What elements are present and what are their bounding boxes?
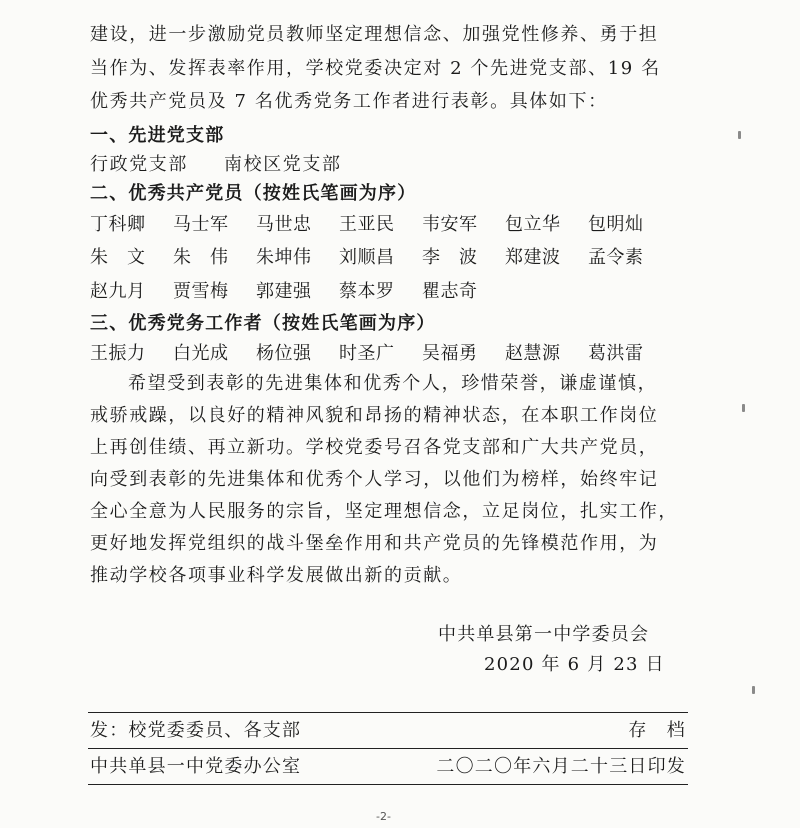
member-name: 丁科卿	[90, 214, 146, 235]
member-name: 瞿志奇	[422, 281, 478, 302]
member-name: 朱坤伟	[256, 247, 312, 268]
page-number: -2-	[376, 810, 391, 823]
intro-line: 建设，进一步激励党员教师坚定理想信念、加强党性修养、勇于担	[90, 24, 659, 45]
member-name: 赵九月	[90, 281, 146, 302]
member-name: 包明灿	[588, 214, 644, 235]
body-line: 向受到表彰的先进集体和优秀个人学习，以他们为榜样，始终牢记	[90, 469, 659, 490]
member-row	[90, 245, 730, 271]
worker-name: 时圣广	[339, 343, 395, 364]
member-row	[90, 279, 730, 305]
worker-name: 赵慧源	[505, 343, 561, 364]
section1-title: 一、先进党支部	[90, 125, 225, 146]
branch-name: 行政党支部	[90, 154, 188, 175]
member-name: 蔡本罗	[339, 281, 395, 302]
member-name: 郑建波	[505, 247, 561, 268]
body-line: 推动学校各项事业科学发展做出新的贡献。	[90, 565, 463, 586]
worker-name: 王振力	[90, 343, 146, 364]
member-name: 韦安军	[422, 214, 478, 235]
divider	[88, 748, 688, 749]
issuer-row	[90, 754, 686, 780]
member-name: 郭建强	[256, 281, 312, 302]
member-name: 朱 伟	[173, 247, 229, 268]
body-line: 全心全意为人民服务的宗旨，坚定理想信念，立足岗位，扎实工作，	[90, 501, 678, 522]
worker-name: 葛洪雷	[588, 343, 644, 364]
issuer-printed: 二〇二〇年六月二十三日印发	[436, 756, 686, 777]
body-line: 更好地发挥党组织的战斗堡垒作用和共产党员的先锋模范作用，为	[90, 533, 659, 554]
member-name: 李 波	[422, 247, 478, 268]
section1-items	[90, 152, 730, 178]
member-name: 马世忠	[256, 214, 312, 235]
member-name: 王亚民	[339, 214, 395, 235]
worker-name: 白光成	[173, 343, 229, 364]
distribution-to: 发：校党委委员、各支部	[90, 720, 302, 741]
worker-name: 吴福勇	[422, 343, 478, 364]
body-line: 戒骄戒躁，以良好的精神风貌和昂扬的精神状态，在本职工作岗位	[90, 405, 659, 426]
branch-name: 南校区党支部	[224, 154, 342, 175]
body-line: 上再创佳绩、再立新功。学校党委号召各党支部和广大共产党员，	[90, 437, 659, 458]
divider	[88, 784, 688, 785]
distribution-row	[90, 718, 686, 744]
member-name: 包立华	[505, 214, 561, 235]
worker-name: 杨位强	[256, 343, 312, 364]
distribution-archive: 存 档	[628, 720, 686, 741]
member-name: 马士军	[173, 214, 229, 235]
member-row	[90, 212, 730, 238]
signature-date: 2020 年 6 月 23 日	[484, 654, 665, 675]
body-line: 希望受到表彰的先进集体和优秀个人，珍惜荣誉，谦虚谨慎，	[128, 373, 658, 394]
worker-row	[90, 341, 730, 367]
scan-speck	[752, 686, 755, 694]
member-name: 孟令素	[588, 247, 644, 268]
signature-org: 中共单县第一中学委员会	[438, 624, 650, 645]
scan-speck	[742, 404, 745, 412]
member-name: 刘顺昌	[339, 247, 395, 268]
intro-line: 优秀共产党员及 7 名优秀党务工作者进行表彰。具体如下：	[90, 91, 608, 112]
section3-title: 三、优秀党务工作者（按姓氏笔画为序）	[90, 313, 436, 334]
divider	[88, 712, 688, 713]
intro-line: 当作为、发挥表率作用，学校党委决定对 2 个先进党支部、19 名	[90, 58, 661, 79]
member-name: 贾雪梅	[173, 281, 229, 302]
member-name: 朱 文	[90, 247, 146, 268]
issuer-office: 中共单县一中党委办公室	[90, 756, 302, 777]
scan-speck	[738, 131, 741, 139]
section2-title: 二、优秀共产党员（按姓氏笔画为序）	[90, 183, 417, 204]
